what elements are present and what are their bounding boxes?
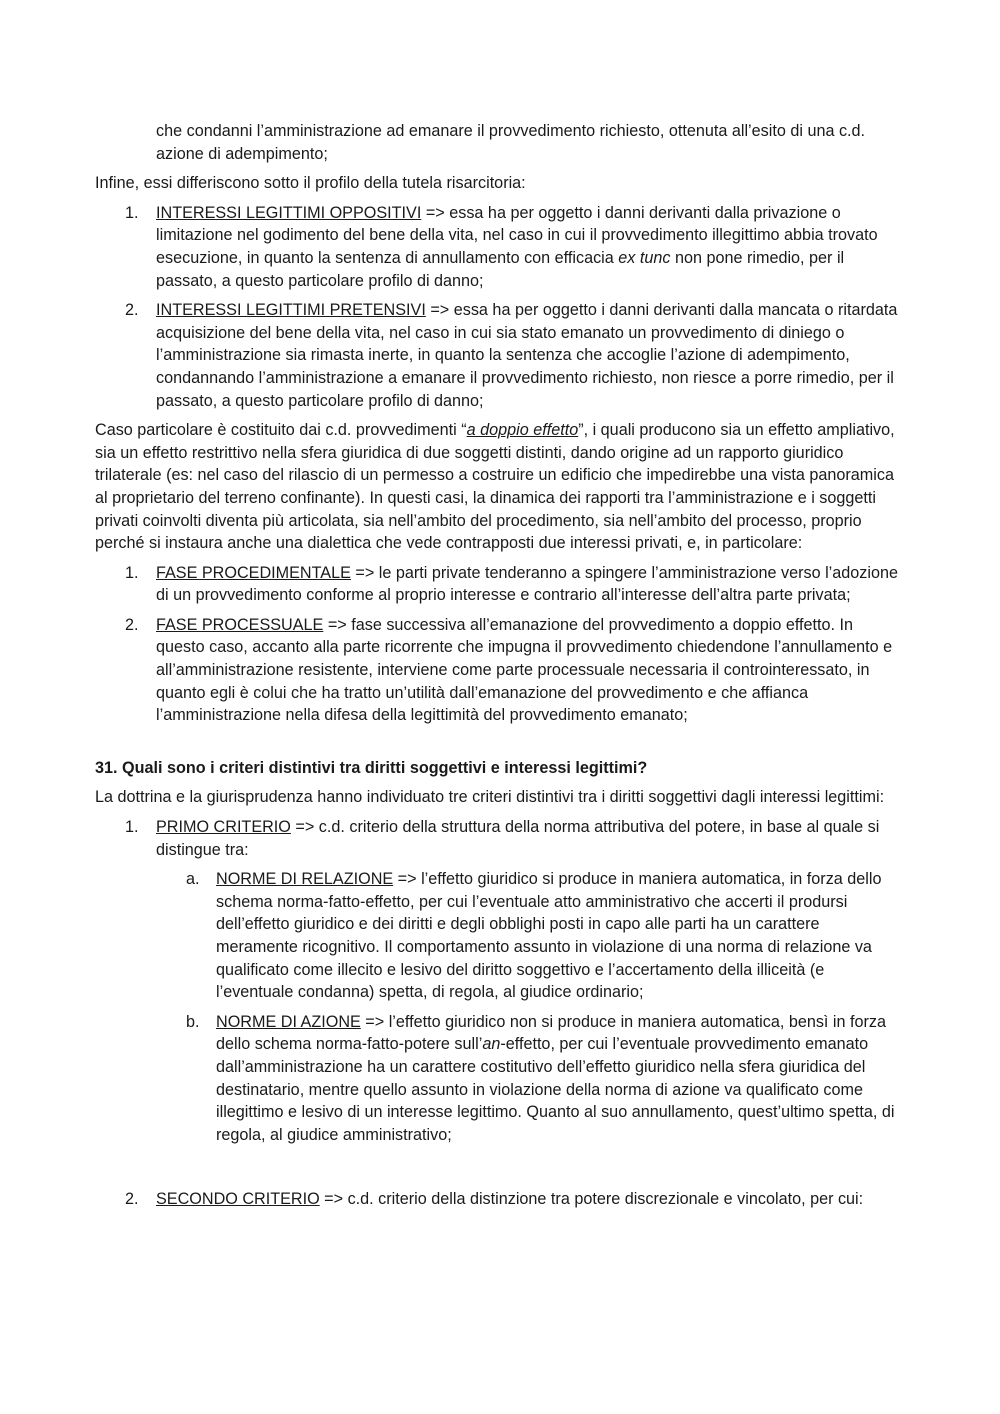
list-tutela-risarcitoria	[95, 202, 900, 412]
item-text: -effetto, per cui l’eventuale provvedimento emanato dall’amministrazione ha un carattere costitutivo dell’effetto giuridico nella sfera giuridica del destinatario, mentre quello assunto in violazione della norma di azione va qualificato come illegittimo e lesivo di un interesse legittimo. Quanto al suo annullamento, quest’ultimo spetta, di regola, al giudice amministrativo;	[216, 1035, 895, 1144]
list-item	[95, 614, 900, 727]
item-letter: b.	[186, 1012, 200, 1031]
sublist-item	[156, 1011, 900, 1147]
item-number: 2.	[125, 301, 139, 320]
list-item	[95, 562, 900, 607]
paragraph-caso-particolare	[95, 419, 900, 555]
sublist-norme	[156, 868, 900, 1146]
item-label: INTERESSI LEGITTIMI PRETENSIVI	[156, 301, 426, 320]
item-text: => l’effetto giuridico non si produce in maniera automatica, bensì in forza dello schema norma-fatto-potere sull’	[216, 1012, 887, 1054]
item-number: 1.	[125, 203, 139, 222]
document-page	[95, 120, 900, 1218]
section-heading: 31. Quali sono i criteri distintivi tra diritti soggettivi e interessi legittimi?	[95, 758, 648, 777]
item-text: => fase successiva all’emanazione del provvedimento a doppio effetto. In questo caso, accanto alla parte ricorrente che impugna il provvedimento chiedendone l’annullamento e all’amministrazione resistente, interviene come parte processuale necessaria il controinteressato, in quanto egli è colui che ha tratto un’utilità dall’emanazione del provvedimento e che affianca l’amministrazione nella difesa della legittimità del provvedimento emanato;	[156, 615, 893, 725]
spacer	[156, 1153, 900, 1181]
item-label: INTERESSI LEGITTIMI OPPOSITIVI	[156, 203, 422, 222]
item-number: 1.	[125, 818, 139, 837]
item-label: FASE PROCEDIMENTALE	[156, 563, 351, 582]
list-item	[95, 816, 900, 1181]
item-text: => l’effetto giuridico si produce in maniera automatica, in forza dello schema norma-fatto-effetto, per cui l’eventuale atto amministrativo che accerti il prodursi dell’effetto giuridico e dei diritti e degli obblighi posti in capo alle parti ha un carattere meramente ricognitivo. Il comportamento assunto in violazione di una norma di relazione va qualificato come illecito e lesivo del diritto soggettivo e l’accertamento della illiceità (e l’eventuale condanna) spetta, di regola, al giudice ordinario;	[216, 870, 882, 1002]
paragraph-text: Caso particolare è costituito dai c.d. provvedimenti “	[95, 421, 467, 440]
item-text: => essa ha per oggetto i danni derivanti dalla mancata o ritardata acquisizione del bene della vita, nel caso in cui sia stato emanato un provvedimento di diniego o l’amministrazione sia rimasta inerte, in quanto la sentenza che accoglie l’azione di adempimento, condannando l’amministrazione a emanare il provvedimento richiesto, non riesce a porre rimedio, per il passato, a questo particolare profilo di danno;	[156, 301, 898, 410]
list-item	[95, 202, 900, 292]
paragraph-text: ”, i quali producono sia un effetto ampliativo, sia un effetto restrittivo nella sfera giuridica di due soggetti distinti, dando origine ad un rapporto giuridico trilaterale (es: nel caso del rilascio di un permesso a costruire un edificio che impedirebbe una vista panoramica al proprietario del terreno confinante). In questi casi, la dinamica dei rapporti tra l’amministrazione e i soggetti privati coinvolti diventa più articolata, sia nell’ambito del procedimento, sia nell’ambito del processo, proprio perché si instaura anche una dialettica che vede contrapposti due interessi privati, e, in particolare:	[95, 421, 895, 553]
item-number: 2.	[125, 1190, 139, 1209]
item-text: => c.d. criterio della struttura della norma attributiva del potere, in base al quale si distingue tra:	[156, 818, 880, 859]
paragraph-dottrina: La dottrina e la giurisprudenza hanno individuato tre criteri distintivi tra i diritti soggettivi dagli interessi legittimi:	[95, 788, 885, 807]
emphasis-doppio-effetto: a doppio effetto	[466, 421, 579, 440]
item-italic: ex tunc	[618, 248, 671, 267]
item-label: PRIMO CRITERIO	[156, 818, 291, 837]
item-number: 2.	[125, 615, 139, 634]
sublist-item	[156, 868, 900, 1004]
item-label: FASE PROCESSUALE	[156, 615, 324, 634]
item-letter: a.	[186, 870, 200, 889]
item-italic: an	[482, 1035, 501, 1054]
list-item	[95, 1188, 900, 1211]
item-label: NORME DI RELAZIONE	[216, 870, 394, 889]
paragraph-infine: Infine, essi differiscono sotto il profilo della tutela risarcitoria:	[95, 174, 526, 193]
list-fasi	[95, 562, 900, 727]
item-text: => le parti private tenderanno a spingere l’amministrazione verso l’adozione di un provvedimento conforme al proprio interesse e contrario all’interesse dell’altra parte privata;	[156, 563, 898, 605]
item-text: => essa ha per oggetto i danni derivanti dalla privazione o limitazione nel godimento del bene della vita, nel caso in cui il provvedimento illegittimo abbia trovato esecuzione, in quanto la sentenza di annullamento con efficacia	[156, 203, 878, 267]
item-text: non pone rimedio, per il passato, a questo particolare profilo di danno;	[156, 248, 845, 290]
intro-continuation: che condanni l’amministrazione ad emanare il provvedimento richiesto, ottenuta all’esito di una c.d. azione di adempimento;	[156, 122, 866, 163]
item-label: NORME DI AZIONE	[216, 1012, 361, 1031]
item-number: 1.	[125, 563, 139, 582]
list-criteri	[95, 816, 900, 1211]
item-label: SECONDO CRITERIO	[156, 1190, 320, 1209]
list-item	[95, 299, 900, 412]
item-text: => c.d. criterio della distinzione tra potere discrezionale e vincolato, per cui:	[319, 1190, 864, 1209]
